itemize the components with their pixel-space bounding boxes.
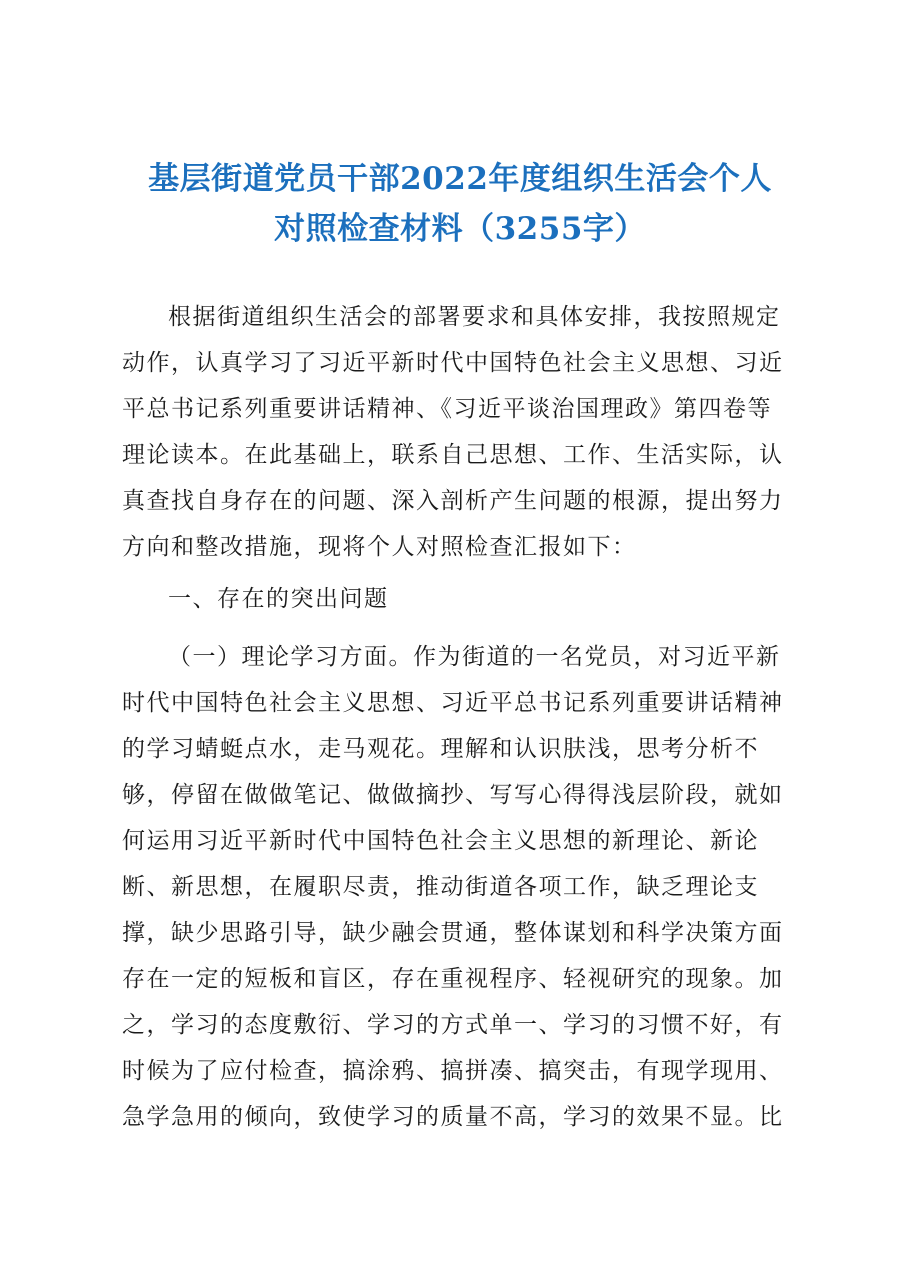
paragraph-line: 断、新思想，在履职尽责，推动街道各项工作，缺乏理论支 [122,874,759,900]
paragraph-line: 急学急用的倾向，致使学习的质量不高，学习的效果不显。比 [122,1104,784,1130]
section-heading: 一、存在的突出问题 [168,586,389,612]
paragraph-line: 撑，缺少思路引导，缺少融会贯通，整体谋划和科学决策方面 [122,920,784,946]
paragraph-line: 之，学习的态度敷衍、学习的方式单一、学习的习惯不好，有 [122,1012,784,1038]
paragraph-line: 根据街道组织生活会的部署要求和具体安排，我按照规定 [168,304,781,330]
paragraph-line: 够，停留在做做笔记、做做摘抄、写写心得得浅层阶段，就如 [122,782,784,808]
title-line: 对照检查材料（3255字） [274,211,646,247]
paragraph-line: 平总书记系列重要讲话精神、《习近平谈治国理政》第四卷等 [122,396,772,422]
paragraph-line: （一）理论学习方面。作为街道的一名党员，对习近平新 [168,644,781,670]
paragraph-line: 方向和整改措施，现将个人对照检查汇报如下： [122,534,637,560]
paragraph-line: 动作，认真学习了习近平新时代中国特色社会主义思想、习近 [122,350,784,376]
paragraph-line: 存在一定的短板和盲区，存在重视程序、轻视研究的现象。加 [122,966,784,992]
document-title [100,154,820,254]
theory-study-paragraph [122,634,787,1140]
section-heading-block [122,576,787,622]
paragraph-line: 真查找自身存在的问题、深入剖析产生问题的根源，提出努力 [122,488,784,514]
paragraph-line: 时候为了应付检查，搞涂鸦、搞拼凑、搞突击，有现学现用、 [122,1058,784,1084]
paragraph-line: 理论读本。在此基础上，联系自己思想、工作、生活实际，认 [122,442,784,468]
intro-paragraph [122,294,787,570]
paragraph-line: 何运用习近平新时代中国特色社会主义思想的新理论、新论 [122,828,759,854]
paragraph-line: 的学习蜻蜓点水，走马观花。理解和认识肤浅，思考分析不 [122,736,759,762]
paragraph-line: 时代中国特色社会主义思想、习近平总书记系列重要讲话精神 [122,690,784,716]
title-line: 基层街道党员干部2022年度组织生活会个人 [148,161,772,197]
